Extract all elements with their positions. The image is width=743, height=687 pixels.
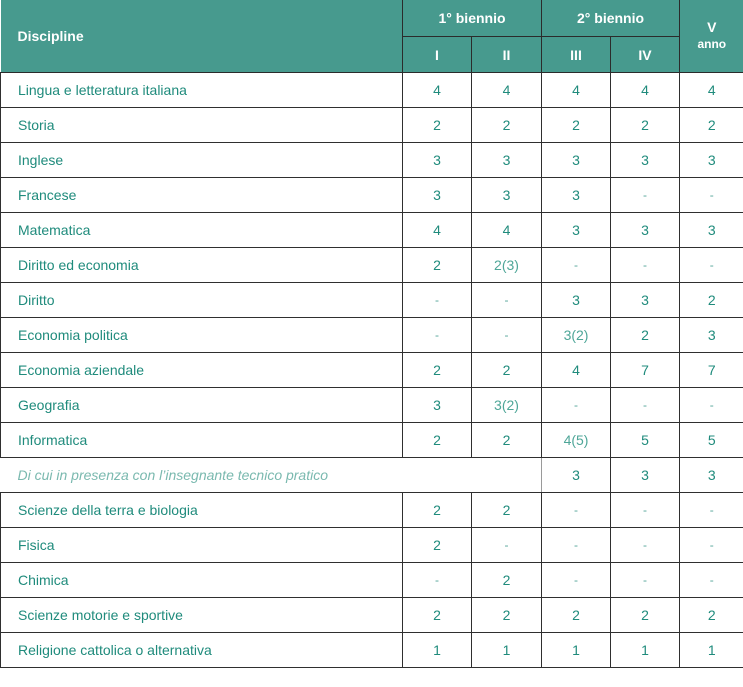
hours-year-1: 3 <box>403 143 472 178</box>
hours-year-2: 2 <box>472 563 542 598</box>
hours-year-5: - <box>680 388 743 423</box>
fifth-year-sublabel: anno <box>697 37 727 51</box>
table-row <box>1 388 743 423</box>
hours-year-1: 2 <box>403 248 472 283</box>
hours-year-1: 2 <box>403 108 472 143</box>
hours-year-1: 2 <box>403 353 472 388</box>
discipline-name: Fisica <box>1 528 403 563</box>
hours-year-1: 1 <box>403 633 472 668</box>
hours-year-2: 1 <box>472 633 542 668</box>
table-row <box>1 598 743 633</box>
hours-year-1: - <box>403 283 472 318</box>
hours-year-1: 2 <box>403 493 472 528</box>
hours-year-4: 3 <box>611 143 680 178</box>
hours-year-1: 2 <box>403 423 472 458</box>
note-value-year-3: 3 <box>542 458 611 493</box>
hours-year-4: - <box>611 178 680 213</box>
hours-year-3: - <box>542 388 611 423</box>
hours-year-4: - <box>611 528 680 563</box>
table-row <box>1 563 743 598</box>
hours-year-4: 2 <box>611 318 680 353</box>
hours-year-2: 2 <box>472 493 542 528</box>
discipline-name: Religione cattolica o alternativa <box>1 633 403 668</box>
table-header <box>1 0 743 73</box>
hours-year-3: 3 <box>542 178 611 213</box>
hours-year-1: 2 <box>403 528 472 563</box>
table-row <box>1 423 743 458</box>
table-body <box>1 73 743 668</box>
table-row <box>1 143 743 178</box>
discipline-name: Diritto ed economia <box>1 248 403 283</box>
hours-year-2: 2(3) <box>472 248 542 283</box>
year-header-2: II <box>472 37 542 73</box>
hours-year-4: 7 <box>611 353 680 388</box>
hours-year-1: - <box>403 318 472 353</box>
hours-year-2: 2 <box>472 353 542 388</box>
hours-year-1: 2 <box>403 598 472 633</box>
hours-year-2: 4 <box>472 73 542 108</box>
hours-year-5: 2 <box>680 598 743 633</box>
table-row <box>1 493 743 528</box>
hours-year-4: - <box>611 493 680 528</box>
discipline-name: Scienze della terra e biologia <box>1 493 403 528</box>
table-row <box>1 248 743 283</box>
header-row-groups <box>1 0 743 37</box>
hours-year-3: - <box>542 528 611 563</box>
table-row <box>1 213 743 248</box>
hours-year-4: 1 <box>611 633 680 668</box>
note-value-year-5: 3 <box>680 458 743 493</box>
discipline-name: Informatica <box>1 423 403 458</box>
table-row <box>1 108 743 143</box>
hours-year-3: 3 <box>542 143 611 178</box>
hours-year-4: 2 <box>611 598 680 633</box>
hours-year-2: - <box>472 283 542 318</box>
hours-year-3: - <box>542 563 611 598</box>
first-biennium-header: 1° biennio <box>403 0 542 37</box>
hours-year-1: 3 <box>403 388 472 423</box>
hours-year-5: 1 <box>680 633 743 668</box>
second-biennium-header: 2° biennio <box>542 0 680 37</box>
hours-year-3: 3(2) <box>542 318 611 353</box>
discipline-name: Economia politica <box>1 318 403 353</box>
hours-year-3: 4 <box>542 353 611 388</box>
discipline-name: Scienze motorie e sportive <box>1 598 403 633</box>
hours-year-3: 3 <box>542 283 611 318</box>
hours-year-4: 3 <box>611 213 680 248</box>
hours-year-2: 4 <box>472 213 542 248</box>
discipline-name: Chimica <box>1 563 403 598</box>
discipline-name: Storia <box>1 108 403 143</box>
hours-year-3: 1 <box>542 633 611 668</box>
discipline-name: Inglese <box>1 143 403 178</box>
hours-year-2: - <box>472 528 542 563</box>
hours-year-4: 5 <box>611 423 680 458</box>
hours-year-2: 2 <box>472 423 542 458</box>
hours-year-5: 2 <box>680 108 743 143</box>
year-header-4: IV <box>611 37 680 73</box>
hours-year-4: - <box>611 563 680 598</box>
hours-year-1: 4 <box>403 73 472 108</box>
hours-year-4: 3 <box>611 283 680 318</box>
hours-year-3: 2 <box>542 108 611 143</box>
hours-year-2: 3 <box>472 143 542 178</box>
hours-year-2: 2 <box>472 108 542 143</box>
hours-year-5: - <box>680 563 743 598</box>
note-row <box>1 458 743 493</box>
hours-year-5: 3 <box>680 213 743 248</box>
hours-year-2: - <box>472 318 542 353</box>
hours-year-5: 2 <box>680 283 743 318</box>
discipline-name: Lingua e letteratura italiana <box>1 73 403 108</box>
hours-year-4: - <box>611 388 680 423</box>
table-row <box>1 353 743 388</box>
hours-year-2: 2 <box>472 598 542 633</box>
table-row <box>1 178 743 213</box>
hours-year-1: 3 <box>403 178 472 213</box>
table-row <box>1 283 743 318</box>
hours-year-4: - <box>611 248 680 283</box>
hours-year-3: 4(5) <box>542 423 611 458</box>
fifth-year-label: V <box>707 19 717 35</box>
hours-year-4: 4 <box>611 73 680 108</box>
table-row <box>1 633 743 668</box>
discipline-name: Geografia <box>1 388 403 423</box>
year-header-3: III <box>542 37 611 73</box>
table-row <box>1 73 743 108</box>
hours-year-5: 5 <box>680 423 743 458</box>
hours-year-5: 4 <box>680 73 743 108</box>
hours-year-3: 3 <box>542 213 611 248</box>
hours-year-5: 7 <box>680 353 743 388</box>
hours-year-3: 2 <box>542 598 611 633</box>
year-header-1: I <box>403 37 472 73</box>
hours-year-2: 3 <box>472 178 542 213</box>
table-row <box>1 318 743 353</box>
fifth-year-header <box>680 0 743 73</box>
hours-year-1: - <box>403 563 472 598</box>
hours-year-2: 3(2) <box>472 388 542 423</box>
hours-year-3: 4 <box>542 73 611 108</box>
discipline-name: Francese <box>1 178 403 213</box>
hours-year-3: - <box>542 493 611 528</box>
note-text: Di cui in presenza con l’insegnante tecnico pratico <box>1 458 542 493</box>
hours-year-3: - <box>542 248 611 283</box>
note-value-year-4: 3 <box>611 458 680 493</box>
hours-year-5: 3 <box>680 318 743 353</box>
hours-year-5: - <box>680 528 743 563</box>
hours-year-1: 4 <box>403 213 472 248</box>
hours-year-5: - <box>680 493 743 528</box>
discipline-name: Economia aziendale <box>1 353 403 388</box>
discipline-name: Diritto <box>1 283 403 318</box>
hours-year-5: 3 <box>680 143 743 178</box>
hours-year-5: - <box>680 248 743 283</box>
discipline-column-header: Discipline <box>1 0 403 73</box>
hours-year-5: - <box>680 178 743 213</box>
discipline-name: Matematica <box>1 213 403 248</box>
hours-year-4: 2 <box>611 108 680 143</box>
table-row <box>1 528 743 563</box>
